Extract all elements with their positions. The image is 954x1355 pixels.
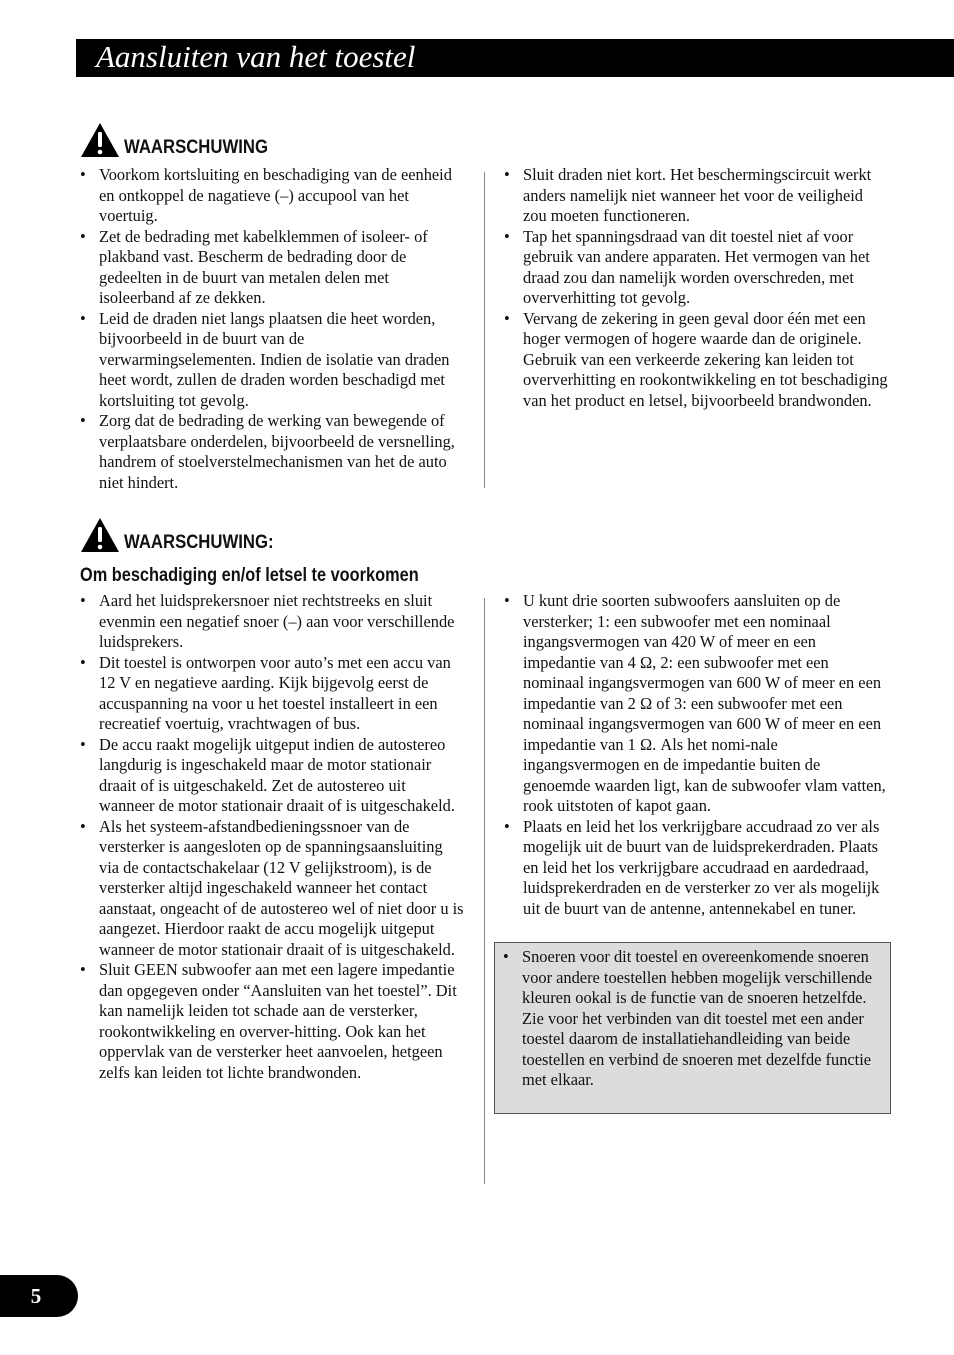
list-item: • Snoeren voor dit toestel en overeenkomende snoeren voor andere toestellen hebben mogelijk verschillende kleuren ookal is de functie van de snoeren hetzelfde. Zie voor het verbinden van dit toestel met een ander toestel daarom de installatiehandleiding van beide toestellen en verbind de snoeren met dezelfde functie met elkaar. <box>503 947 885 1091</box>
note-list <box>503 947 885 1091</box>
list-item: • Zet de bedrading met kabelklemmen of isoleer- of plakband vast. Bescherm de bedrading door de gedeelten in de buurt van metalen delen met isoleerband af ze dekken. <box>80 227 465 309</box>
warning-heading-text: WAARSCHUWING: <box>124 532 274 553</box>
list-item: • Aard het luidsprekersnoer niet rechtstreeks en sluit evenmin een negatief snoer (–) aan voor verschillende luidsprekers. <box>80 591 465 653</box>
list-item: • Tap het spanningsdraad van dit toestel niet af voor gebruik van andere apparaten. Het vermogen van het draad zou dan namelijk worden overschreden, met oververhitting tot gevolg. <box>504 227 890 309</box>
section-subheading: Om beschadiging en/of letsel te voorkomen <box>80 565 419 586</box>
list-item: • Vervang de zekering in geen geval door één met een hoger vermogen of hogere waarde dan de originele. Gebruik van een verkeerde zekering kan leiden tot oververhitting en rookontwikkeling en tot beschadiging van het product en letsel, bijvoorbeeld brandwonden. <box>504 309 890 412</box>
list-item: • Dit toestel is ontworpen voor auto’s met een accu van 12 V en negatieve aarding. Kijk bijgevolg eerst de accuspanning na voor u het toestel installeert in een recreatief voertuig, vrachtwagen of bus. <box>80 653 465 735</box>
warning-list-left-1 <box>80 165 465 493</box>
warning-list-right-2 <box>504 591 890 919</box>
page-number: 5 <box>30 1284 42 1308</box>
warning-triangle-icon <box>80 122 120 158</box>
list-item: • Zorg dat de bedrading de werking van bewegende of verplaatsbare onderdelen, bijvoorbeeld de versnelling, handrem of stoelverstelmechanismen van het de auto niet hindert. <box>80 411 465 493</box>
column-divider <box>484 172 485 488</box>
warning-heading-2 <box>80 517 294 553</box>
warning-list-left-2 <box>80 591 465 1083</box>
list-item: • Als het systeem-afstandbedieningssnoer van de versterker is aangesloten op de spanningsaansluiting via de contactschakelaar (12 V gelijkstroom), is de versterker altijd ingeschakeld wanneer het contact aanstaat, ongeacht of de autostereo wel of niet door u is aangezet. Hierdoor raakt de accu mogelijk uitgeput wanneer de motor stationair draait of is uitgeschakeld. <box>80 817 465 961</box>
list-item: • Sluit draden niet kort. Het beschermingscircuit werkt anders namelijk niet wanneer het voor de veiligheid zou moeten functioneren. <box>504 165 890 227</box>
list-item: • De accu raakt mogelijk uitgeput indien de autostereo langdurig is ingeschakeld maar de motor stationair draait of is uitgeschakeld. Zet de autostereo uit wanneer de motor stationair draait of is uitgeschakeld. <box>80 735 465 817</box>
page-title: Aansluiten van het toestel <box>96 39 416 74</box>
list-item: • Leid de draden niet langs plaatsen die heet worden, bijvoorbeeld in de buurt van de verwarmingselementen. Indien de isolatie van draden heet wordt, zullen de draden worden beschadigd met kortsluiting tot gevolg. <box>80 309 465 412</box>
warning-list-right-1 <box>504 165 890 411</box>
list-item: • Voorkom kortsluiting en beschadiging van de eenheid en ontkoppel de nagatieve (–) accupool van het voertuig. <box>80 165 465 227</box>
header-bar <box>76 39 954 77</box>
list-item: • Sluit GEEN subwoofer aan met een lagere impedantie dan opgegeven onder “Aansluiten van het toestel”. Dit kan namelijk leiden tot schade aan de versterker, rookontwikkeling en overver-hitting. Ook kan het oppervlak van de versterker heet aanvoelen, hetgeen zelfs kan leiden tot lichte brandwonden. <box>80 960 465 1083</box>
list-item: • Plaats en leid het los verkrijgbare accudraad zo ver als mogelijk uit de buurt van de luidsprekerdraden. Plaats en leid het los verkrijgbare accudraad en aardedraad, luidsprekerdraden en de versterker zo ver als mogelijk uit de buurt van de antenne, antennekabel en tuner. <box>504 817 890 920</box>
warning-triangle-icon <box>80 517 120 553</box>
warning-heading-text: WAARSCHUWING <box>124 137 268 158</box>
note-box <box>494 942 891 1114</box>
column-divider <box>484 598 485 1184</box>
list-item: • U kunt drie soorten subwoofers aansluiten op de versterker; 1: een subwoofer met een nominaal ingangsvermogen van 420 W of meer en een impedantie van 4 Ω, 2: een subwoofer met een nominaal ingangsvermogen van 600 W of meer en een impedantie van 2 Ω of 3: een subwoofer met een nominaal ingangsvermogen van 600 W of meer en een impedantie van 1 Ω. Als het nomi-nale ingangsvermogen en de impedantie buiten de genoemde waarden ligt, kan de subwoofer vlam vatten, rook uitstoten of kapot gaan. <box>504 591 890 817</box>
page-number-tab <box>0 1275 78 1317</box>
warning-heading-1 <box>80 122 288 158</box>
